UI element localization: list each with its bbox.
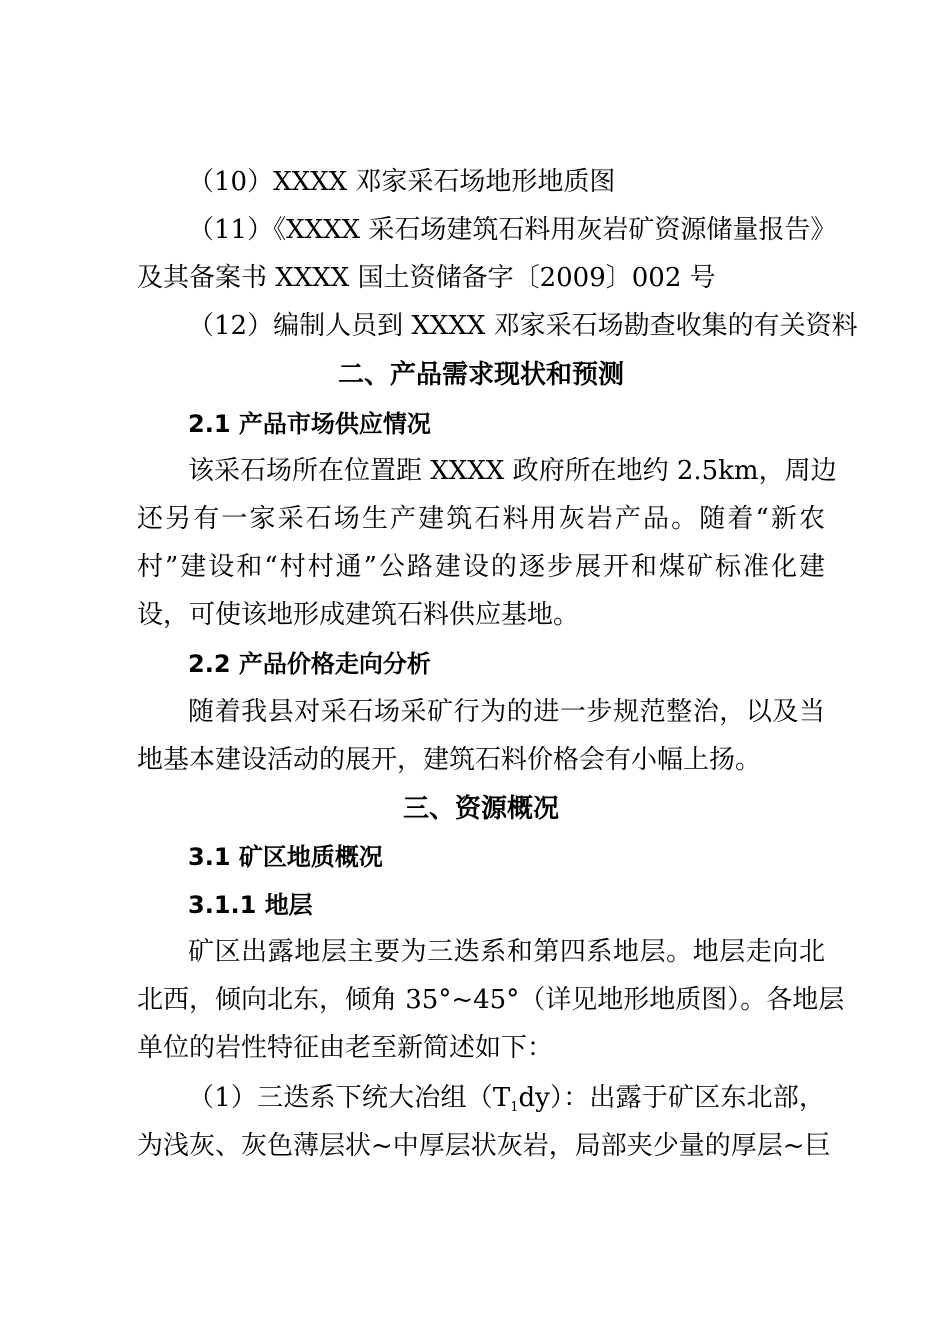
paragraph-line: 地基本建设活动的展开，建筑石料价格会有小幅上扬。: [137, 745, 762, 775]
paragraph-line: 矿区出露地层主要为三迭系和第四系地层。地层走向北: [188, 937, 825, 967]
section-3-heading: 三、资源概况: [402, 794, 559, 824]
section-2-1-heading: 2.1 产品市场供应情况: [188, 410, 431, 438]
reference-item-12: （12）编制人员到 XXXX 邓家采石场勘查收集的有关资料: [188, 311, 858, 341]
formation-subscript: 1: [510, 1100, 519, 1115]
section-2-heading: 二、产品需求现状和预测: [337, 360, 624, 390]
paragraph-line: 随着我县对采石场采矿行为的进一步规范整治，以及当: [188, 697, 825, 727]
paragraph-line: 北西，倾向北东，倾角 35°~45°（详见地形地质图）。各地层: [137, 985, 845, 1015]
reference-item-11-line-2: 及其备案书 XXXX 国土资储备字〔2009〕002 号: [137, 263, 716, 293]
list-item-1-text: （1）三迭系下统大冶组（T: [188, 1083, 511, 1113]
section-3-1-heading: 3.1 矿区地质概况: [188, 843, 383, 871]
reference-item-11-line-1: （11）《XXXX 采石场建筑石料用灰岩矿资源储量报告》: [188, 215, 837, 245]
paragraph-line: 单位的岩性特征由老至新简述如下：: [137, 1033, 554, 1063]
section-2-2-heading: 2.2 产品价格走向分析: [188, 650, 431, 678]
list-item-1-line-1: [188, 1081, 825, 1125]
reference-item-10: （10）XXXX 邓家采石场地形地质图: [188, 167, 616, 197]
list-item-1-text-cont: dy）：出露于矿区东北部，: [518, 1083, 825, 1113]
list-item-1-line-2: 为浅灰、灰色薄层状~中厚层状灰岩，局部夹少量的厚层~巨: [137, 1131, 831, 1161]
paragraph-line: 该采石场所在位置距 XXXX 政府所在地约 2.5km，周边: [188, 456, 837, 486]
paragraph-line: 村”建设和“村村通”公路建设的逐步展开和煤矿标准化建: [137, 552, 825, 582]
paragraph-line: 设，可使该地形成建筑石料供应基地。: [137, 600, 580, 630]
paragraph-line: 还另有一家采石场生产建筑石料用灰岩产品。随着“新农: [137, 504, 825, 534]
section-3-1-1-heading: 3.1.1 地层: [188, 891, 313, 919]
